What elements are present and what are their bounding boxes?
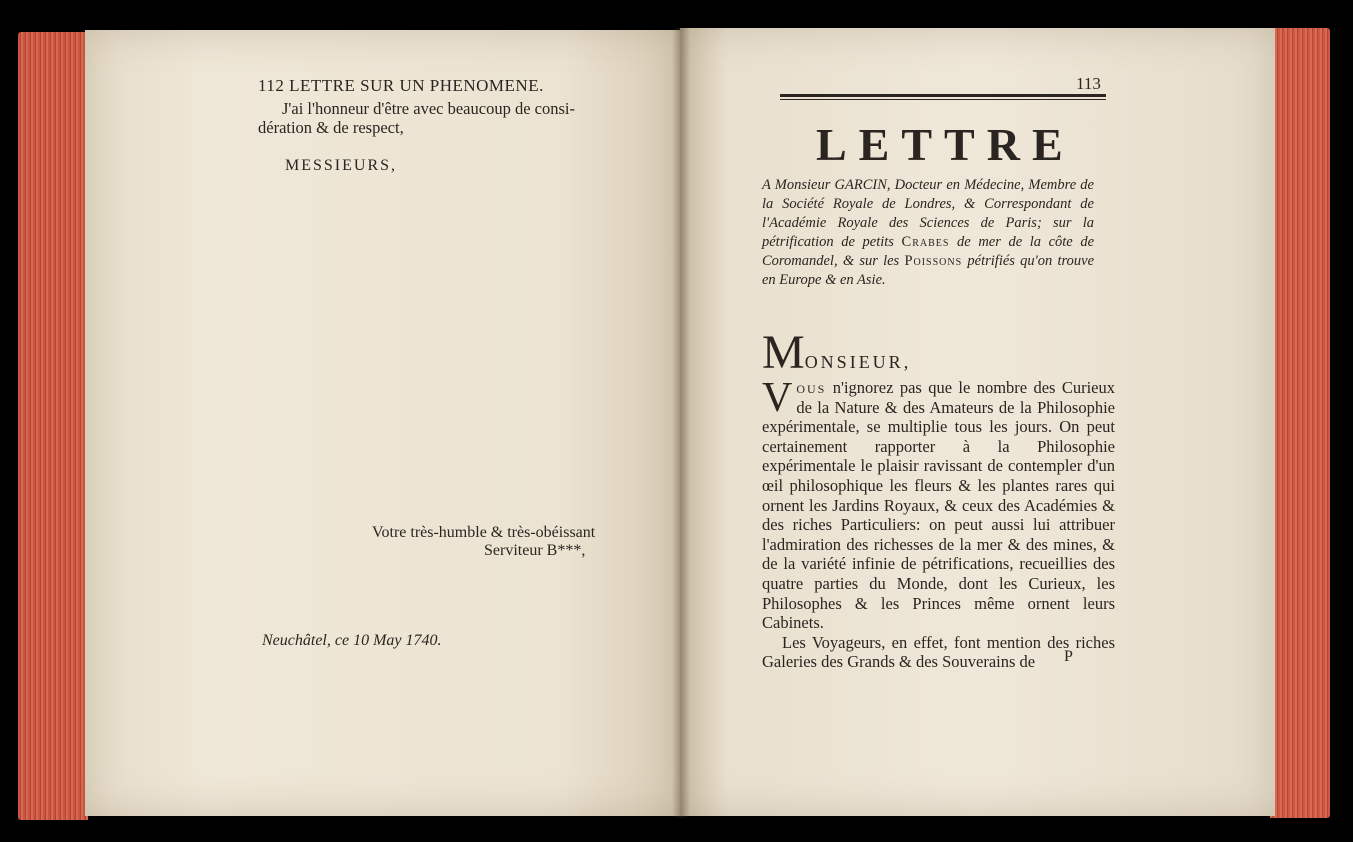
para1-text: n'ignorez pas que le nombre des Curieux de la Nature & des Amateurs de la Philosophie expérimentale, se multiplie tous les jours. On peut certainement rapporter à la Philosophie expérimentale le plaisir ravissant de contempler d'un œil philosophique les fleurs & les plantes rares qui ornent les Jardins Royaux, & ceux des Académies & des riches Particuliers: on peut aussi lui attribuer l'admiration des richesses de la mer & des mines, & de la variété infinie de pétrifications, recueillies des quatre parties du Monde, dont les Curieux, les Philosophes & les Princes même ornent leurs Cabinets.	[762, 378, 1116, 633]
letter-address	[762, 176, 1094, 290]
address-part-3: pétrifiés qu'on trouve en Europe & en Asie.	[762, 253, 1095, 288]
left-page	[85, 30, 680, 816]
paragraph-2: Les Voyageurs, en effet, font mention des riches Galeries des Grands & des Souverains de	[762, 632, 1115, 672]
address-poissons: Poissons	[904, 253, 963, 269]
letter-body	[762, 375, 1116, 672]
left-page-edges	[18, 32, 88, 820]
closing-line-1: J'ai l'honneur d'être avec beaucoup de consi-	[282, 99, 575, 118]
right-salutation	[762, 325, 911, 380]
signature-mark: P	[1064, 648, 1073, 665]
right-page-number: 113	[1076, 74, 1101, 93]
salutation-rest: ONSIEUR,	[804, 352, 912, 372]
letter-title: LETTRE	[816, 119, 1075, 170]
header-rule-thick	[780, 94, 1106, 97]
address-crabes: Crabes	[901, 234, 950, 250]
paragraph-1	[762, 375, 1116, 633]
salutation-initial: M	[762, 326, 805, 379]
address-part-2: de mer de la côte de Coromandel, & sur les	[762, 234, 1094, 269]
left-running-head: 112 LETTRE SUR UN PHENOMENE.	[258, 76, 544, 95]
signature-line-1: Votre très-humble & très-obéissant	[372, 524, 596, 541]
signature-line-2: Serviteur B***,	[484, 542, 586, 559]
book-gutter	[672, 28, 690, 818]
right-page-edges	[1270, 28, 1330, 818]
dateline: Neuchâtel, ce 10 May 1740.	[262, 632, 442, 649]
closing-line-2: dération & de respect,	[258, 118, 404, 137]
header-rule-thin	[780, 99, 1106, 100]
left-salutation: MESSIEURS,	[285, 157, 398, 174]
para1-smallcaps: ous	[796, 378, 827, 397]
drop-cap: V	[762, 375, 793, 421]
address-part-1: A Monsieur GARCIN, Docteur en Médecine, Membre de la Société Royale de Londres, & Correspondant de l'Académie Royale des Sciences de Paris; sur la pétrification de petits	[762, 177, 1094, 250]
